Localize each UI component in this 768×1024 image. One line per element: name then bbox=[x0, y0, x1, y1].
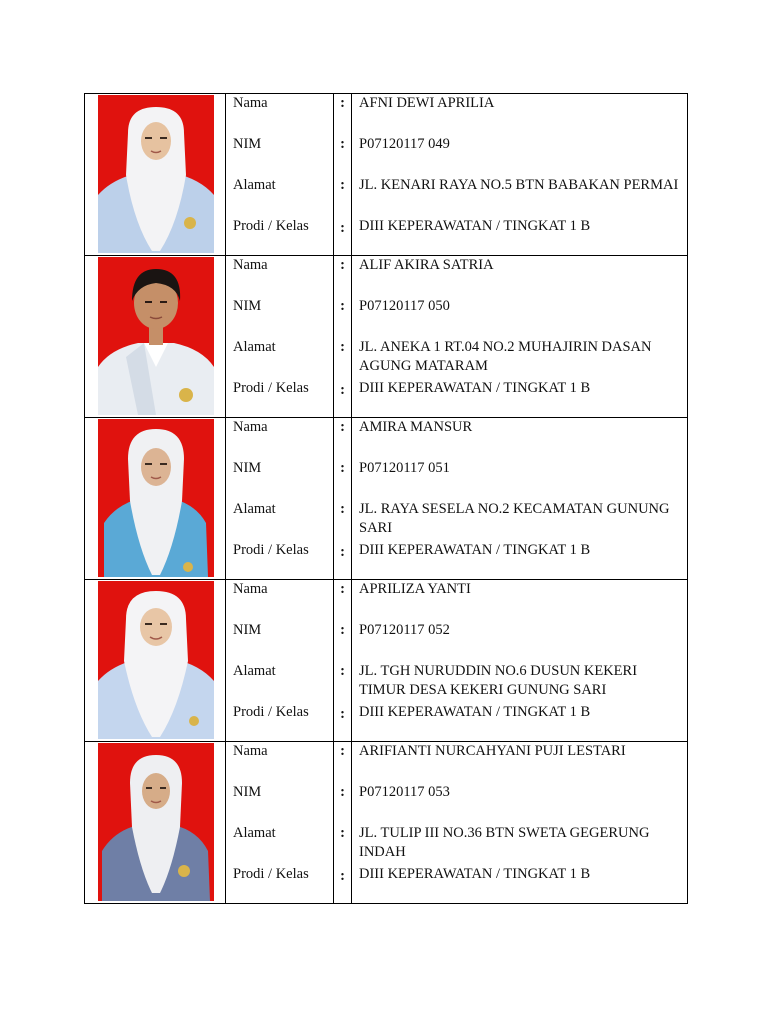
prodi-label: Prodi / Kelas bbox=[233, 542, 309, 558]
colon: : bbox=[340, 581, 345, 597]
colon: : bbox=[340, 95, 345, 111]
student-address: JL. RAYA SESELA NO.2 KECAMATAN GUNUNG SARI bbox=[359, 501, 670, 536]
colon: : bbox=[340, 868, 345, 884]
nim-label: NIM bbox=[233, 460, 262, 476]
prodi-label: Prodi / Kelas bbox=[233, 218, 309, 234]
alamat-label: Alamat bbox=[233, 825, 276, 841]
nim-label: NIM bbox=[233, 622, 262, 638]
student-name: APRILIZA YANTI bbox=[359, 581, 471, 597]
student-address: JL. ANEKA 1 RT.04 NO.2 MUHAJIRIN DASAN AGUNG MATARAM bbox=[359, 339, 652, 374]
student-name: ALIF AKIRA SATRIA bbox=[359, 257, 494, 273]
colon: : bbox=[340, 220, 345, 236]
colon: : bbox=[340, 784, 345, 800]
alamat-label: Alamat bbox=[233, 501, 276, 517]
student-name: AFNI DEWI APRILIA bbox=[359, 95, 495, 111]
nama-label: Nama bbox=[233, 581, 268, 597]
colon: : bbox=[340, 622, 345, 638]
student-photo-hijab-icon bbox=[98, 581, 214, 739]
photo-cell bbox=[85, 580, 226, 742]
colon: : bbox=[340, 743, 345, 759]
student-photo bbox=[98, 257, 214, 415]
student-photo-male-icon bbox=[98, 257, 214, 415]
student-roster-table bbox=[84, 93, 688, 904]
student-nim: P07120117 051 bbox=[359, 460, 450, 476]
colon: : bbox=[340, 825, 345, 841]
colon: : bbox=[340, 501, 345, 517]
student-row bbox=[85, 580, 688, 742]
colon: : bbox=[340, 177, 345, 193]
photo-cell bbox=[85, 742, 226, 904]
colon: : bbox=[340, 460, 345, 476]
colon: : bbox=[340, 706, 345, 722]
student-row bbox=[85, 256, 688, 418]
student-nim: P07120117 053 bbox=[359, 784, 450, 800]
nama-label: Nama bbox=[233, 743, 268, 759]
nama-label: Nama bbox=[233, 257, 268, 273]
student-address: JL. TGH NURUDDIN NO.6 DUSUN KEKERI TIMUR DESA KEKERI GUNUNG SARI bbox=[359, 663, 638, 698]
prodi-label: Prodi / Kelas bbox=[233, 866, 309, 882]
alamat-label: Alamat bbox=[233, 339, 276, 355]
student-row bbox=[85, 418, 688, 580]
student-row bbox=[85, 742, 688, 904]
colon: : bbox=[340, 136, 345, 152]
student-photo bbox=[98, 95, 214, 253]
colon: : bbox=[340, 382, 345, 398]
alamat-label: Alamat bbox=[233, 663, 276, 679]
student-nim: P07120117 052 bbox=[359, 622, 450, 638]
nim-label: NIM bbox=[233, 136, 262, 152]
student-row bbox=[85, 94, 688, 256]
student-nim: P07120117 049 bbox=[359, 136, 450, 152]
student-nim: P07120117 050 bbox=[359, 298, 450, 314]
student-program: DIII KEPERAWATAN / TINGKAT 1 B bbox=[359, 542, 591, 558]
student-photo bbox=[98, 743, 214, 901]
photo-cell bbox=[85, 256, 226, 418]
photo-cell bbox=[85, 418, 226, 580]
colon: : bbox=[340, 544, 345, 560]
prodi-label: Prodi / Kelas bbox=[233, 380, 309, 396]
colon: : bbox=[340, 298, 345, 314]
colon: : bbox=[340, 257, 345, 273]
photo-cell bbox=[85, 94, 226, 256]
prodi-label: Prodi / Kelas bbox=[233, 704, 309, 720]
nim-label: NIM bbox=[233, 784, 262, 800]
student-name: ARIFIANTI NURCAHYANI PUJI LESTARI bbox=[359, 743, 626, 759]
student-program: DIII KEPERAWATAN / TINGKAT 1 B bbox=[359, 380, 591, 396]
colon: : bbox=[340, 663, 345, 679]
student-program: DIII KEPERAWATAN / TINGKAT 1 B bbox=[359, 704, 591, 720]
nama-label: Nama bbox=[233, 419, 268, 435]
student-photo bbox=[98, 581, 214, 739]
student-name: AMIRA MANSUR bbox=[359, 419, 473, 435]
student-photo bbox=[98, 419, 214, 577]
nim-label: NIM bbox=[233, 298, 262, 314]
student-program: DIII KEPERAWATAN / TINGKAT 1 B bbox=[359, 218, 591, 234]
student-photo-hijab-icon bbox=[98, 419, 214, 577]
colon: : bbox=[340, 419, 345, 435]
student-address: JL. KENARI RAYA NO.5 BTN BABAKAN PERMAI bbox=[359, 177, 679, 193]
student-program: DIII KEPERAWATAN / TINGKAT 1 B bbox=[359, 866, 591, 882]
nama-label: Nama bbox=[233, 95, 268, 111]
student-photo-hijab-icon bbox=[98, 95, 214, 253]
student-address: JL. TULIP III NO.36 BTN SWETA GEGERUNG INDAH bbox=[359, 825, 650, 860]
alamat-label: Alamat bbox=[233, 177, 276, 193]
student-photo-hijab-icon bbox=[98, 743, 214, 901]
colon: : bbox=[340, 339, 345, 355]
